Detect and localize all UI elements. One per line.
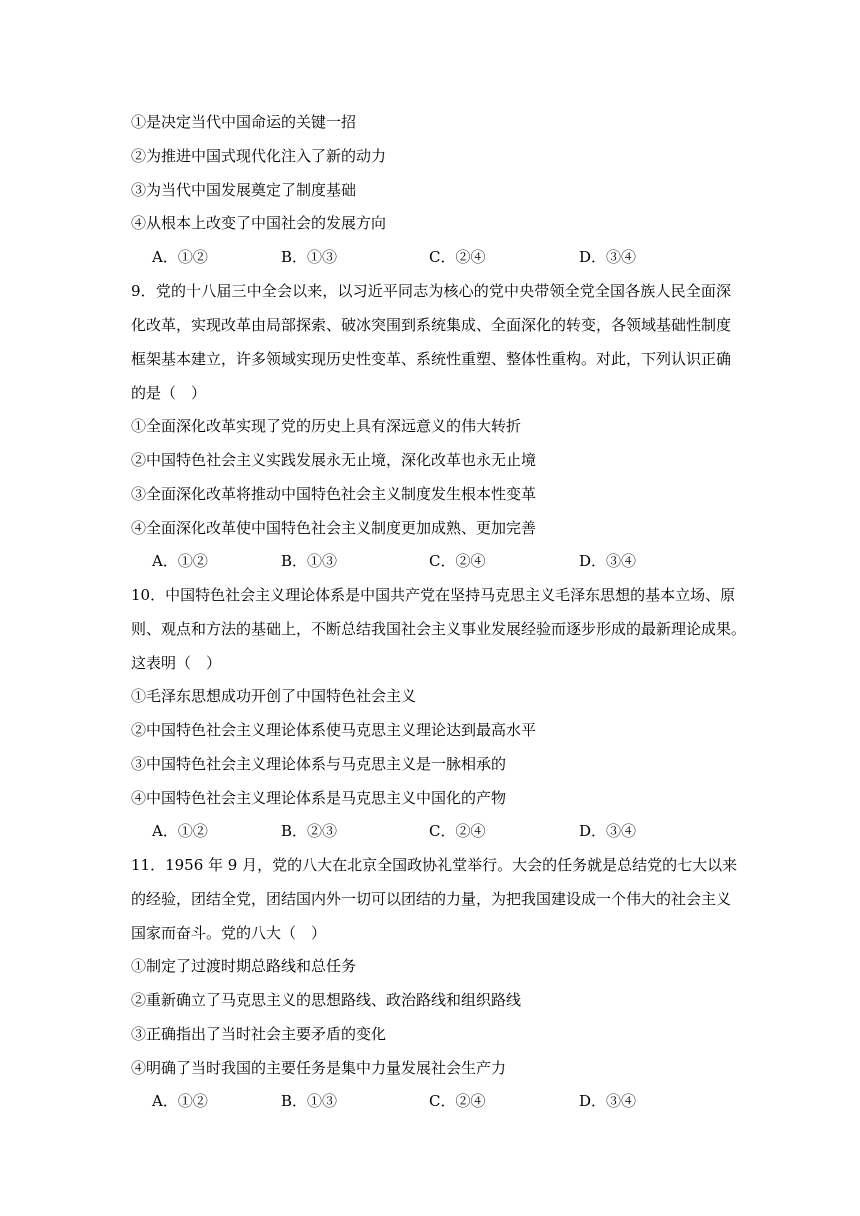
q8-choice-b[interactable]: B．①③: [281, 248, 338, 266]
q11-answer-choices: [152, 1091, 712, 1111]
q11-stem-line-3: 国家而奋斗。党的八大（ ）: [131, 924, 327, 942]
q8-choice-d[interactable]: D．③④: [579, 248, 637, 266]
q11-option-3: ③正确指出了当时社会主要矛盾的变化: [131, 1025, 387, 1043]
q8-option-2: ②为推进中国式现代化注入了新的动力: [131, 147, 387, 165]
q9-choice-b[interactable]: B．①③: [281, 552, 338, 570]
q9-choice-a[interactable]: A．①②: [152, 552, 208, 570]
q8-choice-a[interactable]: A．①②: [152, 248, 208, 266]
q8-answer-choices: [152, 247, 712, 267]
q9-choice-d[interactable]: D．③④: [579, 552, 637, 570]
q9-choice-c[interactable]: C．②④: [429, 552, 486, 570]
q11-option-2: ②重新确立了马克思主义的思想路线、政治路线和组织路线: [131, 991, 522, 1009]
q8-option-1: ①是决定当代中国命运的关键一招: [131, 113, 357, 131]
q11-stem-line-1: 11．1956 年 9 月，党的八大在北京全国政协礼堂举行。大会的任务就是总结党的七大以来: [131, 856, 738, 874]
q10-choice-a[interactable]: A．①②: [152, 822, 208, 840]
q10-stem-line-1: 10．中国特色社会主义理论体系是中国共产党在坚持马克思主义毛泽东思想的基本立场、原: [131, 586, 736, 604]
q11-stem-line-2: 的经验，团结全党，团结国内外一切可以团结的力量，为把我国建设成一个伟大的社会主义: [131, 890, 732, 908]
q10-stem-line-2: 则、观点和方法的基础上，不断总结我国社会主义事业发展经验而逐步形成的最新理论成果。: [131, 620, 747, 638]
q10-stem-line-3: 这表明（ ）: [131, 654, 222, 672]
q10-option-1: ①毛泽东思想成功开创了中国特色社会主义: [131, 687, 417, 705]
q8-choice-c[interactable]: C．②④: [429, 248, 486, 266]
q11-option-4: ④明确了当时我国的主要任务是集中力量发展社会生产力: [131, 1059, 507, 1077]
q10-choice-c[interactable]: C．②④: [429, 822, 486, 840]
q11-choice-c[interactable]: C．②④: [429, 1092, 486, 1110]
q11-choice-d[interactable]: D．③④: [579, 1092, 637, 1110]
q10-choice-b[interactable]: B．②③: [281, 822, 338, 840]
q9-option-2: ②中国特色社会主义实践发展永无止境，深化改革也永无止境: [131, 451, 537, 469]
q11-option-1: ①制定了过渡时期总路线和总任务: [131, 957, 357, 975]
q10-option-4: ④中国特色社会主义理论体系是马克思主义中国化的产物: [131, 789, 507, 807]
q8-option-3: ③为当代中国发展奠定了制度基础: [131, 181, 357, 199]
q9-stem-line-2: 化改革，实现改革由局部探索、破冰突围到系统集成、全面深化的转变，各领域基础性制度: [131, 316, 732, 334]
q9-option-1: ①全面深化改革实现了党的历史上具有深远意义的伟大转折: [131, 417, 522, 435]
q9-option-4: ④全面深化改革使中国特色社会主义制度更加成熟、更加完善: [131, 519, 537, 537]
q10-answer-choices: [152, 821, 712, 841]
q10-choice-d[interactable]: D．③④: [579, 822, 637, 840]
q9-stem-line-1: 9．党的十八届三中全会以来，以习近平同志为核心的党中央带领全党全国各族人民全面深: [131, 282, 731, 300]
q9-option-3: ③全面深化改革将推动中国特色社会主义制度发生根本性变革: [131, 485, 537, 503]
q9-stem-line-3: 框架基本建立，许多领域实现历史性变革、系统性重塑、整体性重构。对此，下列认识正确: [131, 350, 732, 368]
q11-choice-a[interactable]: A．①②: [152, 1092, 208, 1110]
q11-choice-b[interactable]: B．①③: [281, 1092, 338, 1110]
q9-answer-choices: [152, 551, 712, 571]
q10-option-3: ③中国特色社会主义理论体系与马克思主义是一脉相承的: [131, 755, 507, 773]
q10-option-2: ②中国特色社会主义理论体系使马克思主义理论达到最高水平: [131, 721, 537, 739]
q9-stem-line-4: 的是（ ）: [131, 384, 207, 402]
q8-option-4: ④从根本上改变了中国社会的发展方向: [131, 214, 387, 232]
